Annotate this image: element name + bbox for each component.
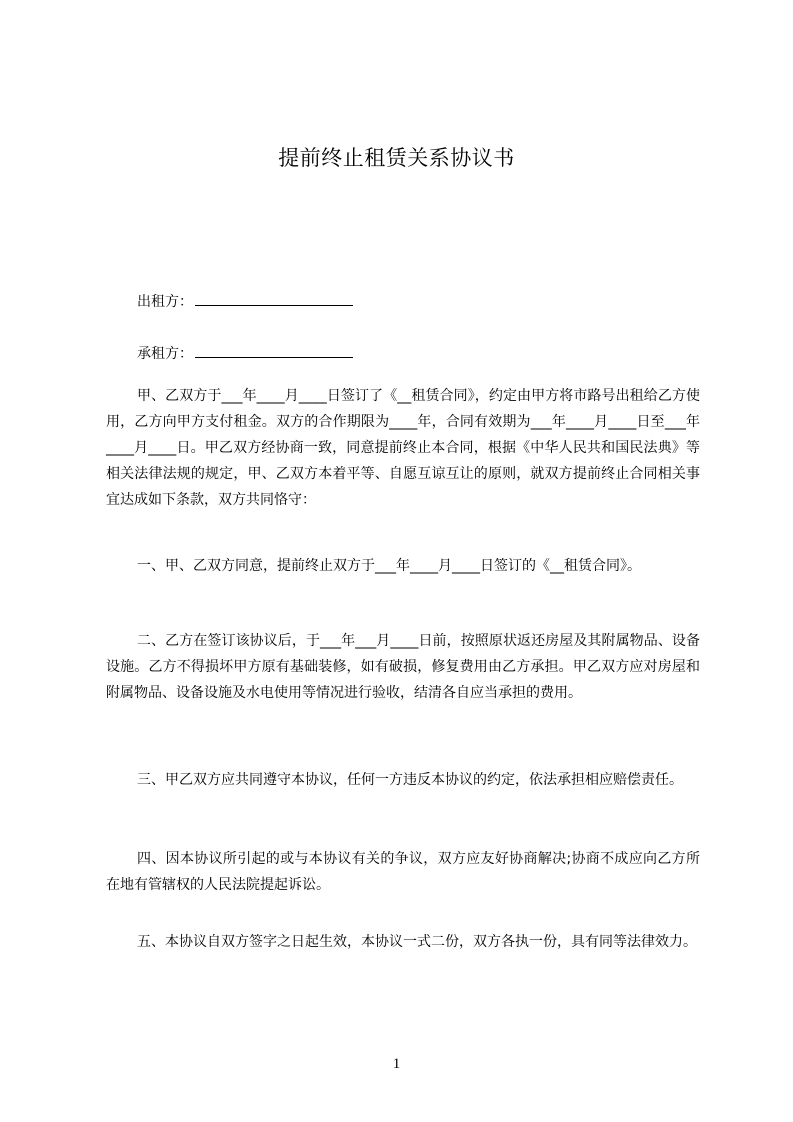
lessee-blank-line bbox=[195, 343, 353, 358]
document-title: 提前终止租赁关系协议书 bbox=[278, 146, 515, 170]
paragraph-clause-5: 五、本协议自双方签字之日起生效，本协议一式二份，双方各执一份，具有同等法律效力。 bbox=[137, 934, 697, 950]
lessee-label: 承租方： bbox=[137, 346, 193, 362]
paragraph-clause-4: 四、因本协议所引起的或与本协议有关的争议，双方应友好协商解决;协商不成应向乙方所在地有管辖权的人民法院提起诉讼。 bbox=[106, 851, 700, 893]
page-number: 1 bbox=[392, 1056, 401, 1072]
lessee-field bbox=[137, 343, 353, 364]
lessor-field bbox=[137, 291, 353, 312]
paragraph-intro: 甲、乙双方于___年____月____日签订了《__租赁合同》，约定由甲方将市路号出租给乙方使用，乙方向甲方支付租金。双方的合作期限为____年，合同有效期为___年____月____日至___年____月____日。甲乙双方经协商一致，同意提前终止本合同，根据《中华人民共和国民法典》等相关法律法规的规定，甲、乙双方本着平等、自愿互谅互让的原则，就双方提前终止合同相关事宜达成如下条款，双方共同恪守： bbox=[106, 388, 700, 508]
paragraph-clause-2: 二、乙方在签订该协议后，于___年___月____日前，按照原状返还房屋及其附属物品、设备设施。乙方不得损坏甲方原有基础装修，如有破损，修复费用由乙方承担。甲乙双方应对房屋和附属物品、设备设施及水电使用等情况进行验收，结清各自应当承担的费用。 bbox=[106, 633, 700, 701]
lessor-label: 出租方： bbox=[137, 294, 193, 310]
paragraph-clause-1: 一、甲、乙双方同意，提前终止双方于___年____月____日签订的《__租赁合同》。 bbox=[137, 558, 641, 574]
lessor-blank-line bbox=[195, 291, 353, 306]
paragraph-clause-3: 三、甲乙双方应共同遵守本协议，任何一方违反本协议的约定，依法承担相应赔偿责任。 bbox=[137, 772, 683, 788]
